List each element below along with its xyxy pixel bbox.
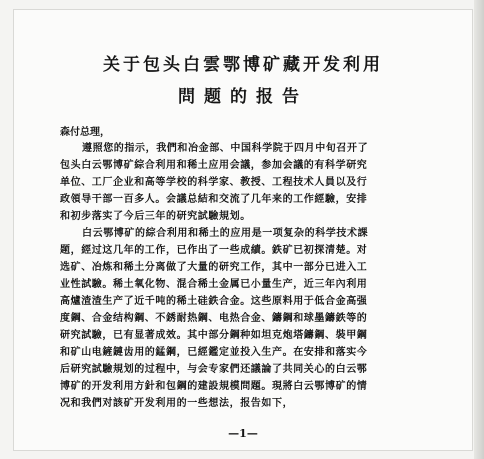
- body-line: 研究試驗，已有显著成效。其中部分鋼种如坦克炮塔鑄鋼、裝甲鋼: [60, 330, 368, 341]
- page-number: —1—: [228, 427, 258, 440]
- body-line: 白云鄂博矿的綜合利用和稀土的应用是一项复杂的科学技术課: [82, 228, 369, 239]
- body-line: 政領导干部一百多人。会議总結和交流了几年来的工作經驗，安排: [60, 194, 368, 205]
- scan-edge: [474, 0, 484, 459]
- body-line: 遵照您的指示，我們和冶金部、中国科学院于四月中旬召开了: [82, 143, 369, 154]
- body-line: 选矿、冶炼和稀土分离做了大量的研究工作，其中一部分已进入工: [60, 262, 368, 273]
- document-page: [14, 10, 472, 450]
- body-line: 后研究試驗規划的过程中，与会专家們还議論了共同关心的白云鄂: [60, 364, 368, 375]
- body-line: 高爐渣渣生产了近千吨的稀土硅鉄合金。这些原料用于低合金高强: [60, 296, 368, 307]
- title-line-2: 問题的报告: [178, 87, 308, 107]
- body-line: 包头白云鄂博矿綜合利用和稀土应用会議，参加会議的有科学研究: [60, 160, 368, 171]
- body-line: 和矿山电鏟鏈齿用的錳鋼，已經鑑定並投入生产。在安排和落实今: [60, 347, 368, 358]
- body-line: 和初步落实了今后三年的研究試驗規划。: [60, 211, 251, 222]
- body-line: 题，經过这几年的工作，已作出了一些成績。鉄矿已初探清楚。对: [60, 245, 368, 256]
- body-line: 业性試驗。稀土氧化物、混合稀土金属已小量生产，近三年內利用: [60, 279, 368, 290]
- title-line-1: 关于包头白雲鄂博矿藏开发利用: [103, 55, 383, 75]
- salutation: 森付总理，: [60, 127, 110, 138]
- body-line: 度鋼、合金结构鋼、不銹耐热鋼、电热合金、鑄鋼和球墨鑄鉄等的: [60, 313, 368, 324]
- body-text: [60, 140, 452, 412]
- body-line: 况和我們对該矿开发利用的一些想法，报告如下，: [60, 398, 294, 409]
- body-line: 单位、工厂企业和高等学校的科学家、教授、工程技术人員以及行: [60, 177, 368, 188]
- body-line: 博矿的开发利用方針和包鋼的建設規模問題。現將白云鄂博矿的情: [60, 381, 368, 392]
